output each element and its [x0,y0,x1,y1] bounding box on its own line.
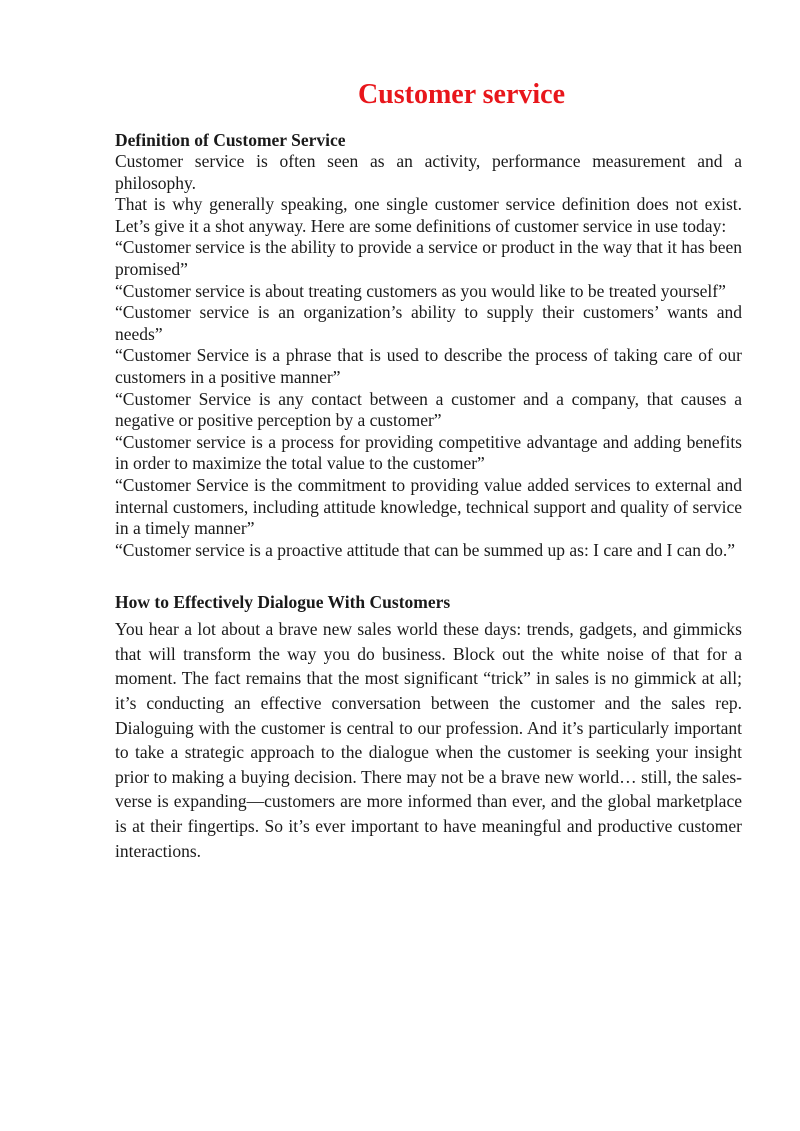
definition-quote: “Customer service is a process for providing competitive advantage and adding benefits in order to maximize the total value to the customer” [115,431,742,474]
definition-paragraph: That is why generally speaking, one single customer service definition does not exist. Let’s give it a shot anyway. Here are some definitions of customer service in use today: [115,194,742,236]
definition-quote: “Customer service is the ability to provide a service or product in the way that it has been promised” [115,237,742,279]
definition-quote: “Customer service is about treating customers as you would like to be treated yourself” [115,280,726,301]
definition-quote: “Customer Service is the commitment to providing value added services to external and internal customers, including attitude knowledge, technical support and quality of service in a timely manner” [115,474,742,539]
definition-quote: “Customer Service is any contact between a customer and a company, that causes a negative or positive perception by a customer” [115,388,742,431]
document-page [115,76,742,863]
dialogue-heading: How to Effectively Dialogue With Customers [115,592,451,613]
definition-quote: “Customer Service is a phrase that is used to describe the process of taking care of our customers in a positive manner” [115,345,742,387]
definition-quote: “Customer service is a proactive attitude that can be summed up as: I care and I can do.” [115,539,736,560]
definition-heading: Definition of Customer Service [115,130,346,150]
definition-quote: “Customer service is an organization’s ability to supply their customers’ wants and needs” [115,302,742,344]
dialogue-body-paragraph: You hear a lot about a brave new sales world these days: trends, gadgets, and gimmicks that will transform the way you do business. Block out the white noise of that for a moment. The fact remains that the most significant “trick” in sales is no gimmick at all; it’s conducting an effective conversation between the customer and the sales rep. Dialoguing with the customer is central to our profession. And it’s particularly important to take a strategic approach to the dialogue when the customer is seeking your insight prior to making a buying decision. There may not be a brave new world… still, the sales-verse is expanding—customers are more informed than ever, and the global marketplace is at their fingertips. So it’s ever important to have meaningful and productive customer interactions. [115,619,742,861]
document-title: Customer service [357,79,566,110]
definition-paragraph: Customer service is often seen as an activity, performance measurement and a philosophy. [115,151,742,193]
